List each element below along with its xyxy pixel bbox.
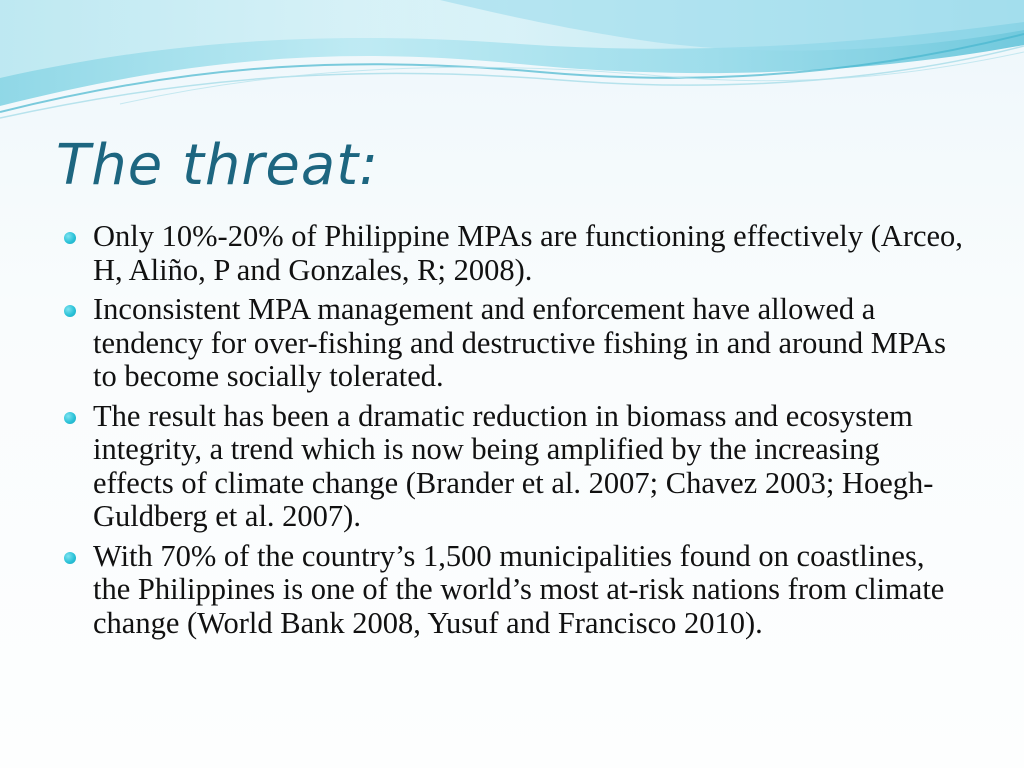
bullet-text: Only 10%-20% of Philippine MPAs are functioning effectively (Arceo, H, Aliño, P and Gonzales, R; 2008).	[93, 219, 963, 287]
bullet-dot-icon	[64, 552, 76, 564]
bullet-item	[64, 220, 964, 287]
bullet-dot-icon	[64, 232, 76, 244]
slide-title: The threat:	[56, 133, 380, 198]
bullet-list	[64, 220, 964, 646]
bullet-text: The result has been a dramatic reduction in biomass and ecosystem integrity, a trend which is now being amplified by the increasing effects of climate change (Brander et al. 2007; Chavez 2003; Hoegh-Guldberg et al. 2007).	[93, 398, 934, 533]
bullet-item	[64, 293, 964, 394]
bullet-item	[64, 540, 964, 641]
bullet-dot-icon	[64, 412, 76, 424]
bullet-dot-icon	[64, 305, 76, 317]
bullet-text: Inconsistent MPA management and enforcement have allowed a tendency for over-fishing and destructive fishing in and around MPAs to become socially tolerated.	[93, 292, 946, 393]
bullet-item	[64, 400, 964, 534]
wave-decoration	[0, 0, 1024, 130]
bullet-text: With 70% of the country’s 1,500 municipalities found on coastlines, the Philippines is one of the world’s most at-risk nations from climate change (World Bank 2008, Yusuf and Francisco 2010).	[93, 538, 945, 640]
